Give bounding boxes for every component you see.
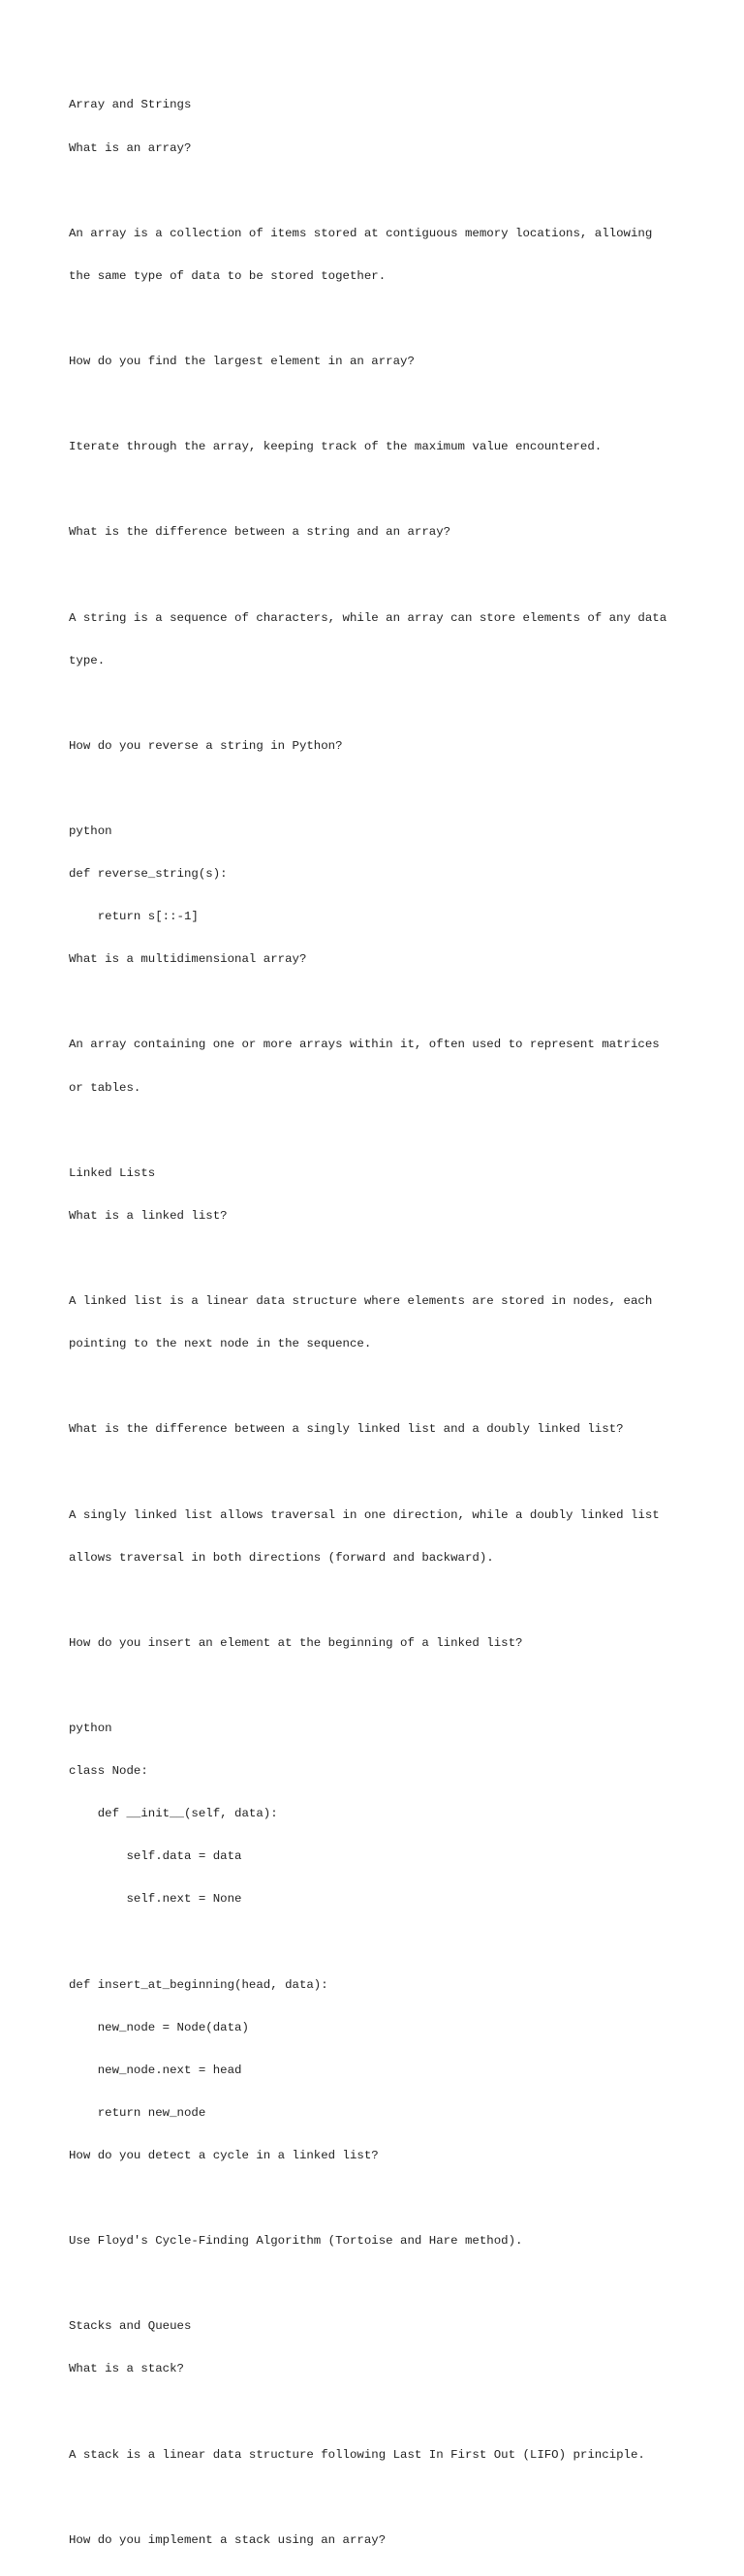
- answer-text: An array is a collection of items stored at contiguous memory locations, allowing: [69, 226, 653, 240]
- blank-line: [69, 1124, 708, 1138]
- answer-text: Iterate through the array, keeping track of the maximum value encountered.: [69, 440, 603, 454]
- answer-text: A linked list is a linear data structure where elements are stored in nodes, each: [69, 1294, 653, 1309]
- section-heading: Stacks and Queues: [69, 2319, 192, 2334]
- question-text: What is an array?: [69, 140, 192, 155]
- answer-text: or tables.: [69, 1080, 141, 1095]
- code-line: return new_node: [69, 2105, 206, 2120]
- blank-line: [69, 2405, 708, 2419]
- blank-line: [69, 1935, 708, 1949]
- code-language-label: python: [69, 824, 112, 838]
- question-text: What is the difference between a singly linked list and a doubly linked list?: [69, 1422, 624, 1437]
- answer-text: the same type of data to be stored together.: [69, 268, 387, 283]
- question-text: What is a multidimensional array?: [69, 952, 307, 967]
- blank-line: [69, 482, 708, 497]
- blank-line: [69, 2491, 708, 2505]
- question-text: How do you detect a cycle in a linked list?: [69, 2148, 379, 2162]
- document-text: [69, 70, 708, 2576]
- question-text: How do you insert an element at the beginning of a linked list?: [69, 1635, 523, 1650]
- question-text: What is a linked list?: [69, 1208, 228, 1223]
- blank-line: [69, 397, 708, 412]
- code-line: new_node = Node(data): [69, 2020, 249, 2034]
- blank-line: [69, 995, 708, 1009]
- question-text: What is the difference between a string and an array?: [69, 525, 451, 540]
- blank-line: [69, 568, 708, 582]
- blank-line: [69, 2277, 708, 2291]
- blank-line: [69, 2191, 708, 2206]
- code-language-label: python: [69, 1721, 112, 1735]
- code-line: return s[::-1]: [69, 910, 199, 924]
- question-text: How do you find the largest element in an array?: [69, 354, 415, 368]
- answer-text: A singly linked list allows traversal in one direction, while a doubly linked list: [69, 1507, 660, 1522]
- answer-text: An array containing one or more arrays within it, often used to represent matrices: [69, 1038, 660, 1052]
- blank-line: [69, 312, 708, 326]
- code-line: self.data = data: [69, 1849, 242, 1864]
- answer-text: pointing to the next node in the sequence.: [69, 1337, 372, 1351]
- blank-line: [69, 1594, 708, 1608]
- question-text: How do you reverse a string in Python?: [69, 738, 343, 753]
- question-text: How do you implement a stack using an array?: [69, 2532, 387, 2547]
- section-heading: Array and Strings: [69, 98, 192, 112]
- answer-text: allows traversal in both directions (forward and backward).: [69, 1550, 494, 1565]
- code-line: def insert_at_beginning(head, data):: [69, 1977, 328, 1992]
- answer-text: A stack is a linear data structure following Last In First Out (LIFO) principle.: [69, 2447, 645, 2462]
- answer-text: A string is a sequence of characters, while an array can store elements of any data: [69, 610, 667, 625]
- code-line: def reverse_string(s):: [69, 867, 228, 882]
- code-line: self.next = None: [69, 1892, 242, 1907]
- code-line: class Node:: [69, 1764, 148, 1779]
- code-line: def __init__(self, data):: [69, 1807, 278, 1821]
- blank-line: [69, 1252, 708, 1266]
- blank-line: [69, 1465, 708, 1479]
- blank-line: [69, 782, 708, 796]
- blank-line: [69, 1380, 708, 1394]
- answer-text: type.: [69, 653, 106, 667]
- code-line: new_node.next = head: [69, 2063, 242, 2077]
- answer-text: Use Floyd's Cycle-Finding Algorithm (Tortoise and Hare method).: [69, 2234, 523, 2249]
- blank-line: [69, 697, 708, 711]
- blank-line: [69, 1679, 708, 1693]
- blank-line: [69, 184, 708, 199]
- question-text: What is a stack?: [69, 2362, 184, 2376]
- section-heading: Linked Lists: [69, 1165, 156, 1180]
